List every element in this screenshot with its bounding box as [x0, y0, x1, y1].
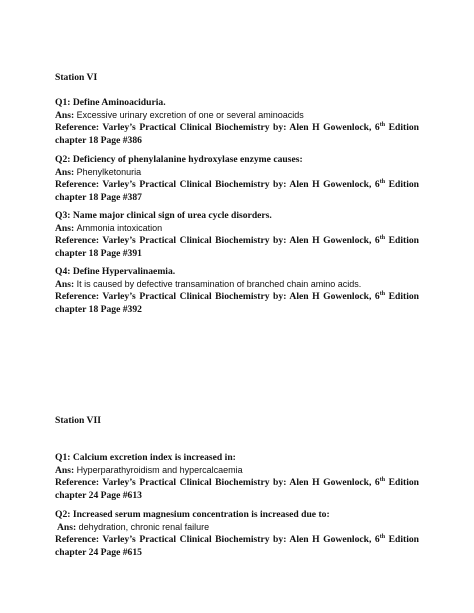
station-vi-q1: [55, 97, 419, 147]
reference-text: [55, 534, 419, 558]
station-vii-title: Station VII: [55, 415, 101, 426]
answer-label: Ans:: [55, 465, 75, 477]
reference-main: Reference: Varley’s Practical Clinical Biochemistry by: Alen H Gowenlock, 6: [55, 179, 380, 191]
answer-line: [55, 222, 419, 235]
reference-edition: Edition chapter 18 Page #386: [55, 122, 419, 146]
answer-text: It is caused by defective transamination of branched chain amino acids.: [76, 279, 362, 290]
reference-main: Reference: Varley’s Practical Clinical Biochemistry by: Alen H Gowenlock, 6: [55, 477, 380, 489]
answer-text: Excessive urinary excretion of one or several aminoacids: [76, 110, 304, 121]
answer-text: Hyperparathyroidism and hypercalcaemia: [76, 465, 243, 476]
station-vi-q4: [55, 266, 419, 316]
question-text: Q1: Define Aminoaciduria.: [55, 97, 166, 108]
reference-edition: Edition chapter 24 Page #613: [55, 477, 419, 501]
station-vi-q2: [55, 154, 419, 204]
reference-main: Reference: Varley’s Practical Clinical Biochemistry by: Alen H Gowenlock, 6: [55, 122, 380, 134]
reference-sup: th: [379, 477, 386, 484]
answer-text: Phenylketonuria: [76, 167, 142, 178]
reference-sup: th: [379, 122, 386, 129]
reference-edition: Edition chapter 18 Page #387: [55, 179, 419, 203]
question-text: Q2: Deficiency of phenylalanine hydroxylase enzyme causes:: [55, 154, 303, 165]
reference-main: Reference: Varley’s Practical Clinical Biochemistry by: Alen H Gowenlock, 6: [55, 235, 380, 247]
answer-line: [55, 278, 419, 291]
answer-label: Ans:: [55, 279, 75, 291]
reference-edition: Edition chapter 18 Page #391: [55, 235, 419, 259]
answer-label: Ans:: [55, 110, 75, 122]
answer-line: [55, 464, 419, 477]
question-text: Q1: Calcium excretion index is increased in:: [55, 452, 236, 463]
answer-text: Ammonia intoxication: [76, 223, 163, 234]
answer-line: [55, 166, 419, 179]
reference-main: Reference: Varley’s Practical Clinical Biochemistry by: Alen H Gowenlock, 6: [55, 534, 380, 546]
answer-line: [55, 521, 419, 534]
reference-sup: th: [379, 534, 386, 541]
reference-main: Reference: Varley’s Practical Clinical Biochemistry by: Alen H Gowenlock, 6: [55, 291, 380, 303]
station-vi-title: Station VI: [55, 72, 98, 83]
reference-text: [55, 291, 419, 315]
station-vii-q2: [55, 509, 419, 559]
reference-text: [55, 179, 419, 203]
reference-text: [55, 235, 419, 259]
reference-sup: th: [379, 291, 386, 298]
answer-line: [55, 109, 419, 122]
answer-label: Ans:: [55, 167, 75, 179]
question-text: Q2: Increased serum magnesium concentration is increased due to:: [55, 509, 330, 520]
station-vi-q3: [55, 210, 419, 260]
reference-text: [55, 122, 419, 146]
answer-label: Ans:: [57, 522, 77, 534]
reference-sup: th: [379, 235, 386, 242]
question-text: Q4: Define Hypervalinaemia.: [55, 266, 176, 277]
reference-edition: Edition chapter 18 Page #392: [55, 291, 419, 315]
reference-edition: Edition chapter 24 Page #615: [55, 534, 419, 558]
station-vii-q1: [55, 452, 419, 502]
answer-text: dehydration, chronic renal failure: [78, 522, 210, 533]
reference-sup: th: [379, 179, 386, 186]
answer-label: Ans:: [55, 223, 75, 235]
reference-text: [55, 477, 419, 501]
question-text: Q3: Name major clinical sign of urea cycle disorders.: [55, 210, 272, 221]
